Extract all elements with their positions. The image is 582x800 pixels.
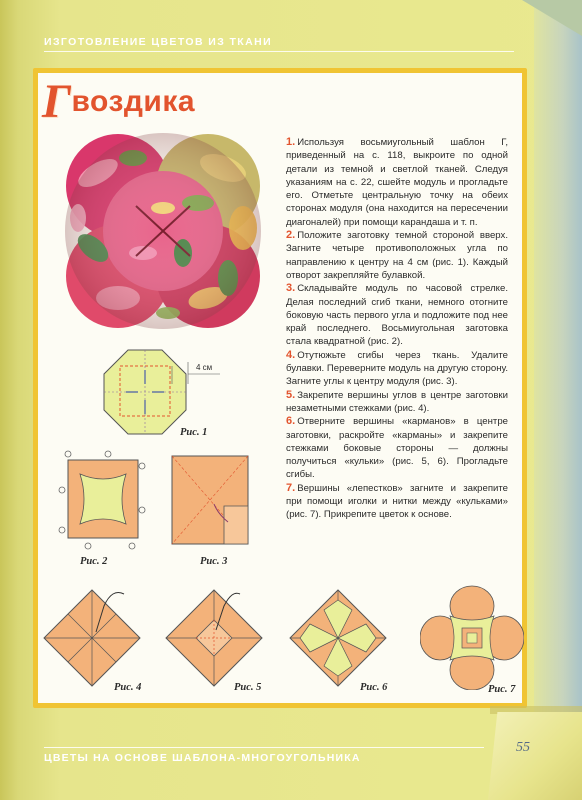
step-6: 6. Отверните вершины «карманов» в центре заготовки, раскройте «карманы» и закрепите стежками боковые стороны — должны получиться «кульки» (рис. 5, 6). Прогладьте сгибы. (286, 415, 508, 481)
step-2: 2. Положите заготовку темной стороной вверх. Загните четыре противоположных угла по направлению к центру на 4 см (рис. 1). Каждый отворот закрепляйте булавкой. (286, 229, 508, 281)
page-title (42, 74, 195, 129)
fabric-flower-photo (58, 128, 268, 332)
step-4: 4. Отутюжьте сгибы через ткань. Удалите булавки. Переверните модуль на другую сторону. Загните углы к центру модуля (рис. 3). (286, 348, 508, 388)
figure-5-diamond (160, 584, 268, 694)
figure-5-caption: Рис. 5 (234, 682, 262, 693)
running-foot: ЦВЕТЫ НА ОСНОВЕ ШАБЛОНА-МНОГОУГОЛЬНИКА (44, 752, 361, 764)
figure-3-caption: Рис. 3 (200, 556, 228, 567)
figure-4-caption: Рис. 4 (114, 682, 142, 693)
header-rule (44, 51, 514, 52)
title-dropcap: Г (42, 75, 72, 128)
figure-2-square (58, 450, 148, 554)
figure-7-flower (420, 584, 524, 690)
title-rest: воздика (71, 85, 196, 118)
step-3: 3. Складывайте модуль по часовой стрелке. Делая последний сгиб ткани, немного отогните боковую часть первого угла и подложите под нее край последнего. Восьмиугольная заготовка стала квадратной (рис. 2). (286, 282, 508, 348)
step-7: 7. Вершины «лепестков» загните и закрепите при помощи иголки и нитки между «кульками» (рис. 7). Прикрепите цветок к основе. (286, 481, 508, 521)
page-number: 55 (516, 740, 530, 755)
measure-label: 4 см (196, 363, 213, 372)
running-head: ИЗГОТОВЛЕНИЕ ЦВЕТОВ ИЗ ТКАНИ (44, 36, 273, 48)
figure-4-diamond (38, 584, 146, 694)
footer-rule (44, 747, 484, 748)
figure-7-caption: Рис. 7 (488, 684, 516, 695)
figure-6-diamond (284, 586, 392, 694)
corner-fold-top (522, 0, 582, 36)
page-edge (534, 0, 582, 800)
step-1: 1. Используя восьмиугольный шаблон Г, приведенный на с. 118, выкроите по одной детали из темной и светлой тканей. Следуя указаниям на с. 22, сшейте модуль и прогладьте его. Отметьте центральную точку на обеих сторонах модуля (она находится на пересечении диагоналей) при помощи карандаша и т. п. (286, 136, 508, 228)
step-5: 5. Закрепите вершины углов в центре заготовки незаметными стежками (рис. 4). (286, 388, 508, 414)
figure-6-caption: Рис. 6 (360, 682, 388, 693)
instruction-steps (286, 136, 508, 522)
figure-2-caption: Рис. 2 (80, 556, 108, 567)
page-corner-fold[interactable] (488, 712, 582, 800)
figure-3-square-fold (168, 452, 252, 552)
figure-1-caption: Рис. 1 (180, 427, 208, 438)
